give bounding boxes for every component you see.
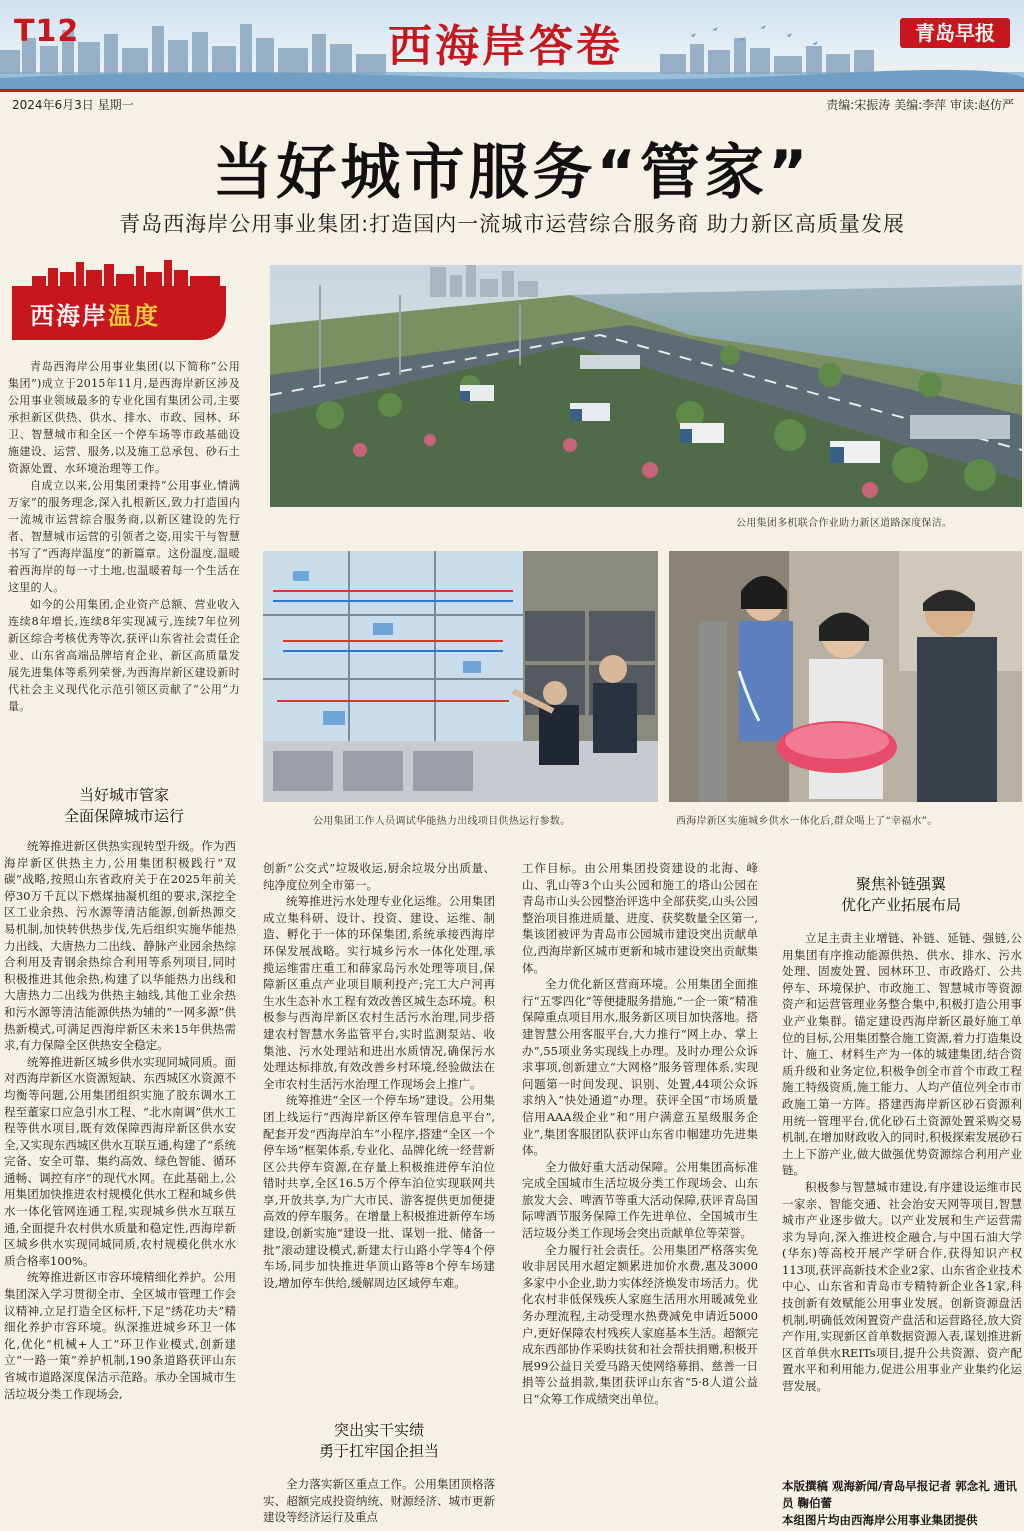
badge-skyline-icon: [32, 260, 222, 288]
intro-paragraph: 青岛西海岸公用事业集团(以下简称“公用集团”)成立于2015年11月,是西海岸新区涉及公用事业领域最多的专业化国有集团公司,主要承担新区供热、供水、排水、市政、园林、环卫、智慧城市和全区一个停车场等市政基础设施建设、运营、服务,以及施工总承包、砂石土资源处置、水环境治理等工作。: [8, 360, 240, 475]
main-photo-road-cleaning: [270, 265, 1022, 507]
section3-title-line2: 优化产业拓展布局: [840, 896, 961, 914]
left-photo-caption: 公用集团工作人员调试华能热力出线项目供热运行参数。: [313, 816, 571, 827]
section2-title-line1: 突出实干实绩: [333, 1421, 424, 1439]
photo-happy-water: [669, 551, 1022, 802]
section3-title-line1: 聚焦补链强翼: [855, 875, 946, 893]
intro-paragraph: 自成立以来,公用集团秉持“公用事业,情满万家”的服务理念,深入扎根新区,致力打造国内一流城市运营综合服务商,以新区建设的先行者、智慧城市运营的引领者之姿,用实干与智慧书写了“西海岸温度”的新篇章。这份温度,温暖着西海岸的每一寸土地,也温暖着每一个生活在这里的人。: [8, 479, 240, 594]
body-paragraph: 统筹推进新区城乡供水实现同城同质。面对西海岸新区水资源短缺、东西城区水资源不均衡等问题,公用集团组织实施了胶东调水工程至董家口应急引水工程、“北水南调”供水工程等供水项目,既有效保障西海岸新区供水安全,又实现东西城区供水互联互通,构建了“系统完备、安全可靠、集约高效、绿色智能、循环通畅、调控有序”的现代水网。在此基础上,公用集团加快推进农村规模化供水工程和城乡供水一体化管网连通工程,实现城乡供水互联互通,全面提升农村供水质量和稳定性,西海岸新区城乡供水实现同城同质,农村规模化供水水质合格率100%。: [4, 1054, 236, 1268]
header-divider: [0, 89, 1024, 92]
body-paragraph: 全力落实新区重点工作。公用集团顶格落实、超额完成投资纳统、财源经济、城市更新建设等经济运行及重点: [263, 1477, 495, 1525]
section2-title-line2: 勇于扛牢国企担当: [318, 1442, 439, 1460]
column-badge: [12, 286, 226, 340]
subheadline: 青岛西海岸公用事业集团:打造国内一流城市运营综合服务商 助力新区高质量发展: [119, 212, 905, 236]
main-photo-caption: 公用集团多机联合作业助力新区道路深度保洁。: [736, 518, 953, 529]
body-paragraph: 创新“公交式”垃圾收运,厨余垃圾分出质量、纯净度位列全市第一。: [263, 861, 495, 892]
right-photo-caption: 西海岸新区实施城乡供水一体化后,群众喝上了“幸福水”。: [676, 816, 938, 827]
badge-prefix: 西海岸: [30, 302, 108, 330]
byline-authors: 本版撰稿 观海新闻/青岛早报记者 郭念礼 通讯员 鞠伯蕾: [782, 1479, 1017, 1510]
section2-heading: [263, 1420, 495, 1462]
intro-text: [8, 358, 240, 715]
newspaper-logo: 青岛早报: [900, 18, 1010, 48]
section-title: 西海岸答卷: [388, 21, 623, 72]
body-paragraph: 全力优化新区营商环境。公用集团全面推行“五零四化”等便捷服务措施,“一企一策”精准保障重点项目用水,服务新区项目加快落地。搭建智慧公用客服平台,大力推行“网上办、掌上办”,55项业务实现线上办理。及时办理公众诉求事项,创新建立“大网格”服务管理体系,实现问题第一时间发现、识别、处置,44项公众诉求纳入“快处通道”办理。获评全国“市场质量信用AAA级企业”和“用户满意五星级服务企业”,集团客服团队获评山东省巾帼建功先进集体。: [522, 977, 758, 1158]
section1-title-line2: 全面保障城市运行: [63, 807, 184, 825]
column-2: [263, 860, 495, 1405]
column-4: [782, 930, 1022, 1478]
body-paragraph: 统筹推进污水处理专业化运维。公用集团成立集科研、设计、投资、建设、运维、制造、孵化于一体的环保集团,系统承接西海岸环保发展战略。实行城乡污水一体化处理,承揽运维雷庄重工和薛家岛污水处理等项目,保障新区重点产业项目顺利投产;完工大户河再生水生态补水工程有效改善区城生态环境。积极参与西海岸新区农村生活污水治理,同步搭建农村智慧水务监管平台,实时监测泵站、收集池、污水处理站和进出水质情况,确保污水处理达标排放,有效改善乡村环境,经验做法在全市农村生活污水治理工作现场会上推广。: [263, 894, 495, 1091]
column-1: [4, 838, 236, 1528]
body-paragraph: 全力履行社会责任。公用集团严格落实免收非居民用水超定额累进加价水费,惠及3000多家中小企业,助力实体经济焕发市场活力。优化农村非低保残疾人家庭生活用水用暖减免业务办理流程,主动受理水热费减免申请近5000户,更好保障农村残疾人家庭基本生活。超额完成东西部协作采购扶贫和社会帮扶捐赠,积极开展99公益日关爱马路天使网络募捐、慈善一日捐等公益捐款,集团获评山东省“5·8人道公益日”众筹工作成绩突出单位。: [522, 1242, 758, 1406]
photo-control-room: [263, 551, 658, 802]
body-paragraph: 统筹推进新区供热实现转型升级。作为西海岸新区供热主力,公用集团积极践行“双碳”战略,按照山东省政府关于在2025年前关停30万千瓦以下燃煤抽凝机组的要求,深挖全区工业余热、污水源等清洁能源,创新热源交易机制,加快转供热步伐,先后组织实施华能热力出线、大唐热力二出线、静脉产业园余热综合利用及青钢余热综合利用等系列项目,同时积极推进其他余热,构建了以华能热力出线和大唐热力二出线为供热主轴线,其他工业余热和污水源等清洁能源供热为辅的“一网多源”供热新模式,可满足西海岸新区未来15年供热需求,有力保障全区供热安全稳定。: [4, 839, 236, 1053]
badge-highlight: 温度: [108, 302, 160, 330]
byline-photo-credit: 本组图片均由西海岸公用事业集团提供: [782, 1513, 978, 1527]
body-paragraph: 工作目标。由公用集团投资建设的北海、峰山、乳山等3个山头公园和施工的塔山公园在青岛市山头公园整治评选中全部获奖,山头公园整治项目推进质量、进度、获奖数量全区第一,集该团被评为青岛市公园城市建设突出贡献单位,西海岸新区城市更新和城市建设突出贡献集体。: [522, 861, 758, 975]
section1-heading: [8, 785, 240, 827]
body-paragraph: 立足主责主业增链、补链、延链、强链,公用集团有序推动能源供热、供水、排水、污水处理、固废处置、园林环卫、市政路灯、公共停车、环境保护、市政施工、智慧城市等资源资产和运营管理业务整合集中,积极打造公用事业产业集群。锚定建设西海岸新区最好施工单位的目标,公用集团整合施工资源,着力打造集设计、施工、材料生产为一体的城建集团,结合资质升级和业务定位,积极争创全市首个市政工程施工特级资质,施工能力、人均产值位列全市市政施工第一方阵。搭建西海岸新区砂石资源利用统一管理平台,优化砂石土资源处置采购交易机制,在增加财政收入的同时,积极探索发展砂石土上下游产业,做大做强优势资源综合利用产业链。: [782, 931, 1022, 1178]
body-paragraph: 统筹推进“全区一个停车场”建设。公用集团上线运行“西海岸新区停车管理信息平台”,配套开发“西海岸泊车”小程序,搭建“全区一个停车场”框架体系,专业化、品牌化统一经营新区公共停车资源,在存量上积极推进停车泊位错时共享,全区16.5万个停车泊位实现联网共享,开放共享,为广大市民、游客提供更加便捷高效的停车服务。在增量上积极推进新停车场建设,创新实施“建设一批、谋划一批、储备一批”滚动建设模式,新建太行山路小学等4个停车场,同步加快推进华顶山路等8个停车场建设,增加停车供给,缓解周边区域停车难。: [263, 1093, 495, 1290]
byline: [782, 1478, 1022, 1529]
editors-line: 责编:宋振涛 美编:李萍 审读:赵仿严: [826, 98, 1014, 112]
headline: 当好城市服务“管家”: [212, 138, 812, 208]
body-paragraph: 统筹推进新区市容环境精细化养护。公用集团深入学习贯彻全市、全区城市管理工作会议精神,立足打造全区标杆,下足“绣花功夫”精细化养护市容环境。纵深推进城乡环卫一体化,优化“机械+人工”环卫作业模式,创新建立“一路一策”养护机制,190条道路获评山东省城市道路深度保洁示范路。承办全国城市生活垃圾分类工作现场会,: [4, 1270, 236, 1401]
section1-title-line1: 当好城市管家: [78, 786, 169, 804]
page-code: T12: [14, 14, 80, 49]
column-3: [522, 860, 758, 1528]
body-paragraph: 积极参与智慧城市建设,有序建设运维市民一家亲、智能交通、社会治安天网等项目,智慧城市产业逐步做大。以产业发展和生产运营需求为导向,深入推进校企融合,与中国石油大学(华东)等高校开展产学研合作,获得知识产权113项,获评高新技术企业2家、山东省企业技术中心、山东省和青岛市专精特新企业各1家,科技创新有效赋能公用事业发展。创新资源盘活机制,明确低效闲置资产盘活和运营路径,放大资产作用,实现新区首单数据资源入表,谋划推进新区首单供水REITs项目,提升公共资源、资产配置水平和利用能力,促进公用事业产业集约化运营发展。: [782, 1179, 1022, 1394]
issue-date: 2024年6月3日 星期一: [12, 98, 134, 112]
intro-paragraph: 如今的公用集团,企业资产总额、营业收入连续8年增长,连续8年实现减亏,连续7年位列新区综合考核优秀等次,获评山东省社会责任企业、山东省高端品牌培育企业、新区高质量发展先进集体等系列荣誉,为西海岸新区建设新时代社会主义现代化示范引领区贡献了“公用”力量。: [8, 598, 240, 713]
body-paragraph: 全力做好重大活动保障。公用集团高标准完成全国城市生活垃圾分类工作现场会、山东旅发大会、啤酒节等重大活动保障,获评青岛国际啤酒节服务保障工作先进单位、全国城市生活垃圾分类工作现场会突出贡献单位等荣誉。: [522, 1159, 758, 1241]
section3-heading: [782, 874, 1020, 916]
column-2-tail: [263, 1476, 495, 1528]
